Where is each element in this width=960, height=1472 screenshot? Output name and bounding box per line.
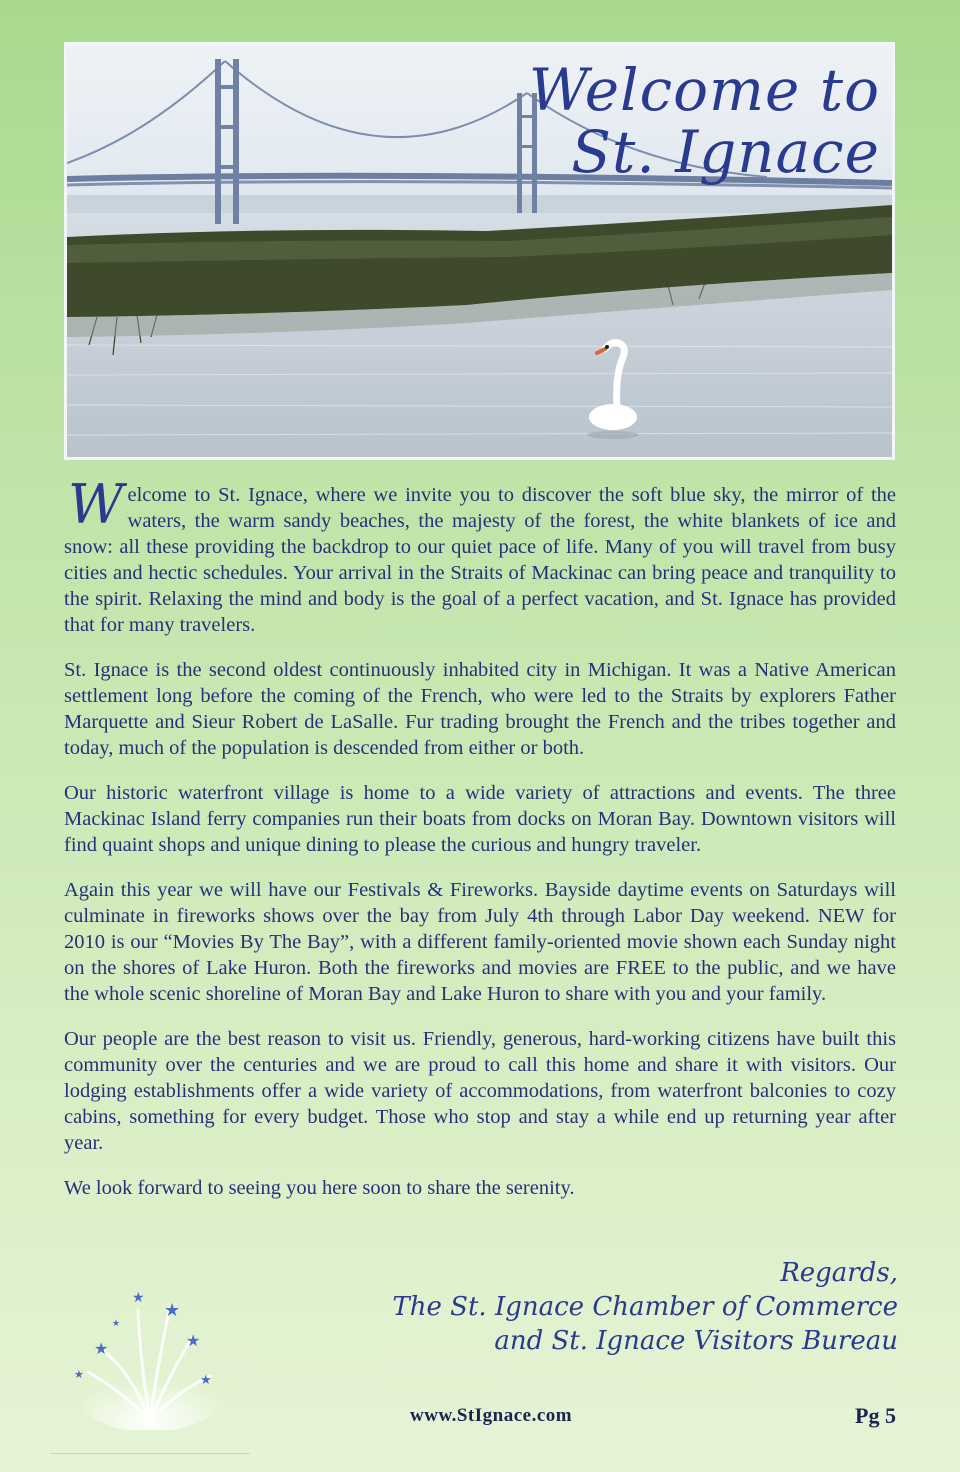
svg-text:★: ★ <box>186 1331 201 1350</box>
drop-cap: W <box>68 473 124 536</box>
paragraph-history: St. Ignace is the second oldest continuously inhabited city in Michigan. It was a Native American settlement long before the coming of the French, who were led to the Straits by explorers Father Marquette and Sieur Robert de LaSalle. Fur trading brought the French and the tribes together and today, much of the population is descended from either or both. <box>64 659 896 759</box>
paragraph-people: Our people are the best reason to visit us. Friendly, generous, hard-working citizens have built this community over the centuries and we are proud to call this home and share it with visitors. Our lodging establishments offer a wide variety of accommodations, from waterfront balconies to cozy cabins, something for every budget. Those who stop and stay a while end up returning year after year. <box>64 1028 896 1154</box>
fireworks-star-icon <box>60 1280 230 1430</box>
svg-text:★: ★ <box>74 1368 84 1381</box>
svg-text:★: ★ <box>132 1290 145 1306</box>
signature-bureau: and St. Ignace Visitors Bureau <box>494 1326 898 1356</box>
paragraph-welcome-text: elcome to St. Ignace, where we invite you to discover the soft blue sky, the mirror of the waters, the warm sandy beaches, the majesty of the forest, the white blankets of ice and snow: all these providing the backdrop to our quiet pace of life. Many of you will travel from busy cities and hectic schedules. Your arrival in the Straits of Mackinac can bring peace and tranquility to the spirit. Relaxing the mind and body is the goal of a perfect vacation, and St. Ignace has provided that for many travelers. <box>64 484 896 636</box>
signature-block <box>392 1256 898 1358</box>
paragraph-welcome <box>64 473 896 638</box>
svg-text:★: ★ <box>94 1339 109 1358</box>
hero-photo <box>64 42 895 460</box>
paragraph-closing: We look forward to seeing you here soon to share the serenity. <box>64 1177 575 1199</box>
paragraph-waterfront: Our historic waterfront village is home to a wide variety of attractions and events. The three Mackinac Island ferry companies run their boats from docks on Moran Bay. Downtown visitors will find quaint shops and unique dining to please the curious and hungry traveler. <box>64 782 896 856</box>
svg-text:★: ★ <box>164 1300 181 1321</box>
svg-text:★: ★ <box>112 1319 121 1329</box>
signature-regards: Regards, <box>780 1258 898 1288</box>
footer-divider <box>50 1453 250 1454</box>
svg-text:★: ★ <box>200 1373 212 1388</box>
hero-title-line1: Welcome to <box>528 56 880 124</box>
article-body <box>64 473 896 1220</box>
paragraph-festivals: Again this year we will have our Festivals & Fireworks. Bayside daytime events on Saturdays will culminate in fireworks shows over the bay from July 4th through Labor Day weekend. NEW for 2010 is our “Movies By The Bay”, with a different family-oriented movie shown each Sunday night on the shores of Lake Huron. Both the fireworks and movies are FREE to the public, and we have the whole scenic shoreline of Moran Bay and Lake Huron to share with you and your family. <box>64 879 896 1005</box>
hero-title-line2: St. Ignace <box>571 118 880 186</box>
website-link[interactable]: www.StIgnace.com <box>410 1405 573 1426</box>
signature-chamber: The St. Ignace Chamber of Commerce <box>392 1292 898 1322</box>
hero-title <box>528 56 880 186</box>
page-number: Pg 5 <box>855 1403 896 1428</box>
